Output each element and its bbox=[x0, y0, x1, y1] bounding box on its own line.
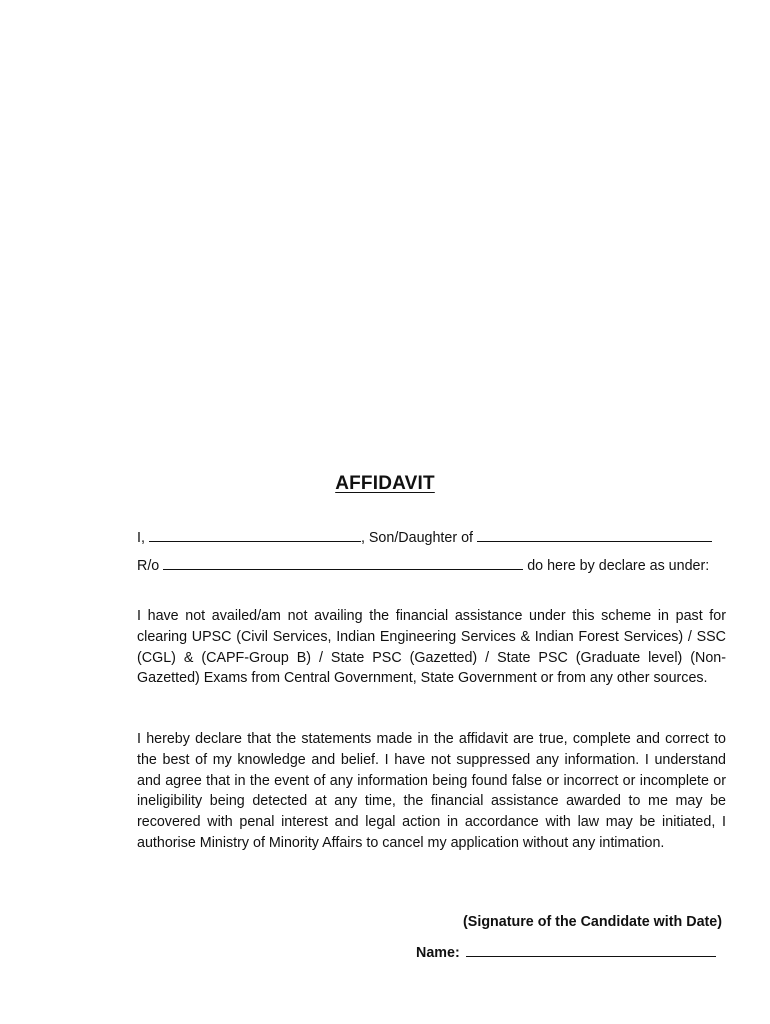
relation-label: , Son/Daughter of bbox=[360, 530, 474, 546]
parent-name-blank[interactable] bbox=[477, 527, 712, 542]
declaration-paragraph-2: I hereby declare that the statements made in the affidavit are true, complete and correct to the best of my knowledge and belief. I have not suppressed any information. I understand and agree that in the event of any information being found false or incorrect or incomplete or ineligibility being detected at any time, the financial assistance awarded to me may be recovered with penal interest and legal action in accordance with law may be initiated, I authorise Ministry of Minority Affairs to cancel my application without any intimation. bbox=[137, 731, 726, 851]
declarant-prefix: I, bbox=[137, 530, 145, 546]
name-blank[interactable] bbox=[466, 942, 716, 957]
declaration-paragraph-1: I have not availed/am not availing the financial assistance under this scheme in past for clearing UPSC (Civil Services, Indian Engineering Services & Indian Forest Services) / SSC (CGL) & (CAPF-Group B) / State PSC (Gazetted) / State PSC (Graduate level) (Non-Gazetted) Exams from Central Government, State Government or from any other sources. bbox=[137, 608, 726, 687]
declarant-name-blank[interactable] bbox=[149, 527, 361, 542]
residence-address-blank[interactable] bbox=[163, 555, 523, 570]
signature-label: (Signature of the Candidate with Date) bbox=[463, 914, 722, 930]
name-label: Name: bbox=[416, 945, 460, 961]
name-row bbox=[416, 942, 716, 961]
residence-prefix: R/o bbox=[137, 558, 160, 574]
declarant-line bbox=[137, 527, 712, 546]
residence-line bbox=[137, 555, 709, 574]
declaration-intro: do here by declare as under: bbox=[527, 558, 710, 574]
document-title: AFFIDAVIT bbox=[335, 473, 435, 494]
